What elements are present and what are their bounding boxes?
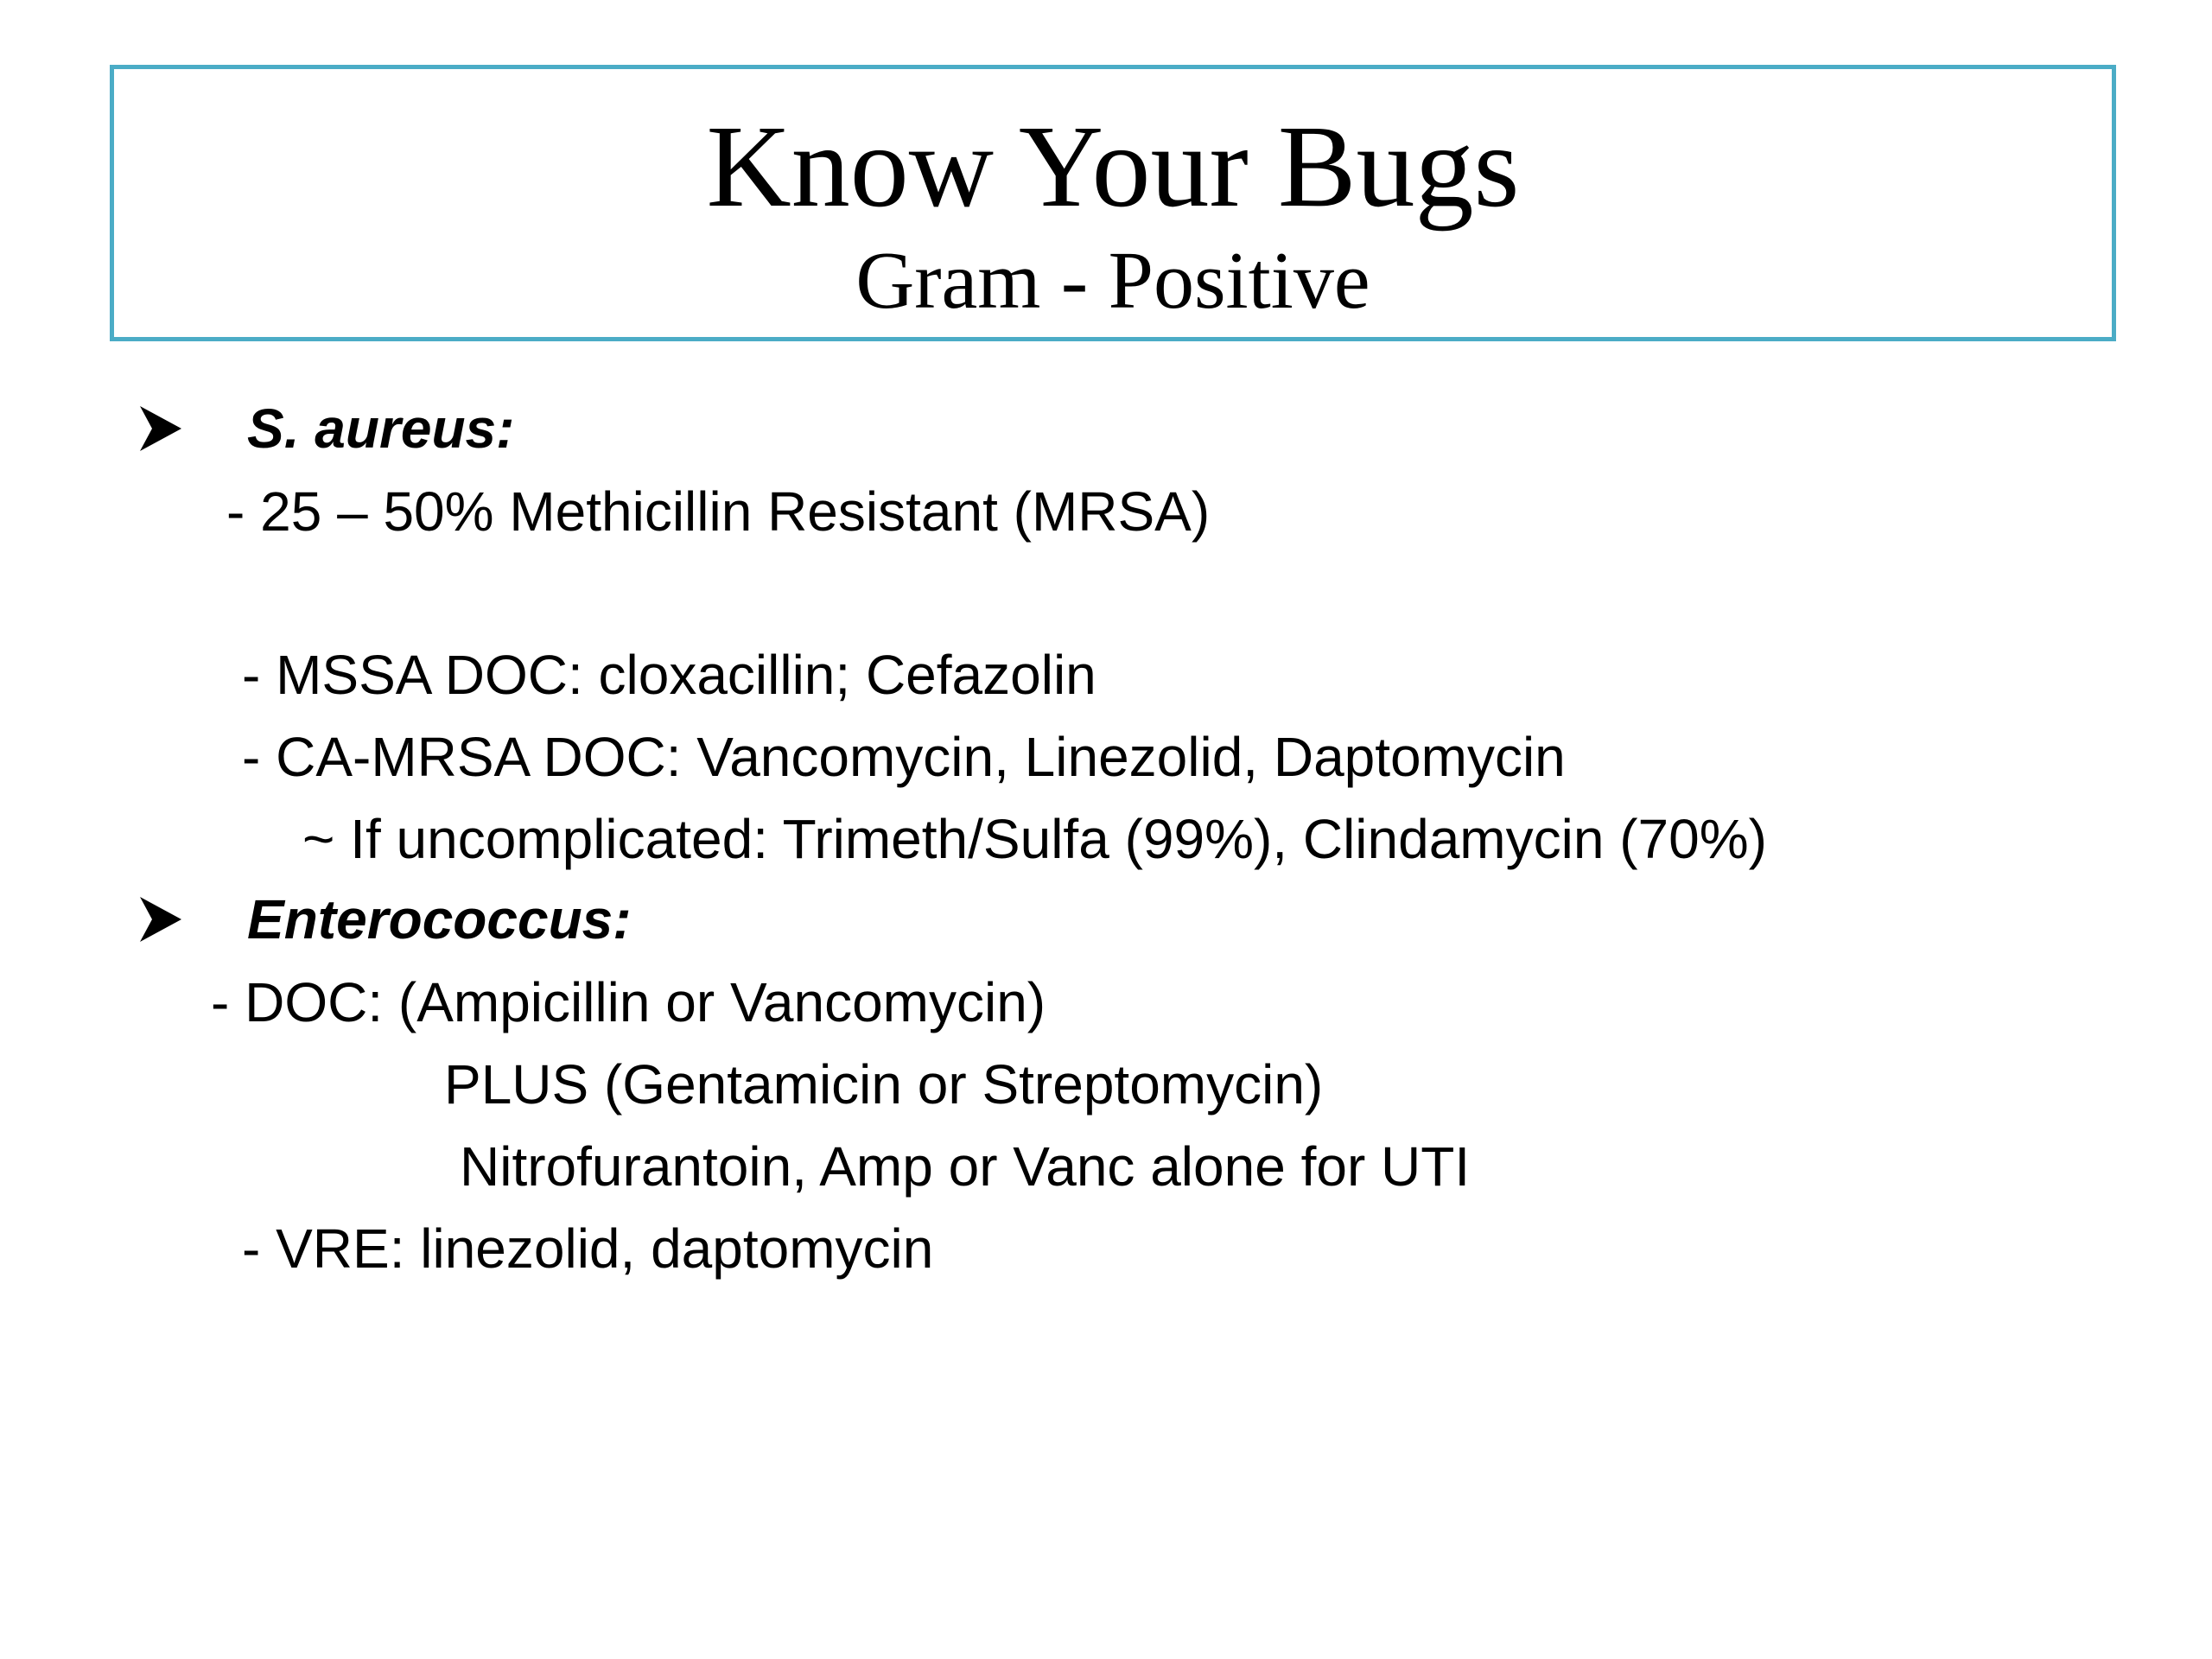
list-item: PLUS (Gentamicin or Streptomycin): [444, 1053, 1324, 1116]
section-heading-enterococcus: Enterococcus:: [247, 888, 632, 950]
section-heading-s-aureus: S. aureus:: [247, 397, 515, 460]
arrowhead-bullet-icon: [138, 403, 183, 454]
list-item: - VRE: linezolid, daptomycin: [242, 1217, 934, 1280]
slide-title: Know Your Bugs: [706, 102, 1520, 232]
list-item: - 25 – 50% Methicillin Resistant (MRSA): [226, 480, 1211, 543]
list-item: ~ If uncomplicated: Trimeth/Sulfa (99%), Clindamycin (70%): [302, 808, 1767, 870]
list-item: Nitrofurantoin, Amp or Vanc alone for UTI: [460, 1135, 1471, 1198]
slide-subtitle: Gram - Positive: [855, 236, 1370, 326]
list-item: - MSSA DOC: cloxacillin; Cefazolin: [242, 644, 1096, 706]
list-item: - DOC: (Ampicillin or Vancomycin): [211, 971, 1046, 1033]
title-box: [110, 65, 2116, 341]
arrowhead-bullet-icon: [138, 893, 183, 945]
list-item: - CA-MRSA DOC: Vancomycin, Linezolid, Daptomycin: [242, 726, 1566, 788]
